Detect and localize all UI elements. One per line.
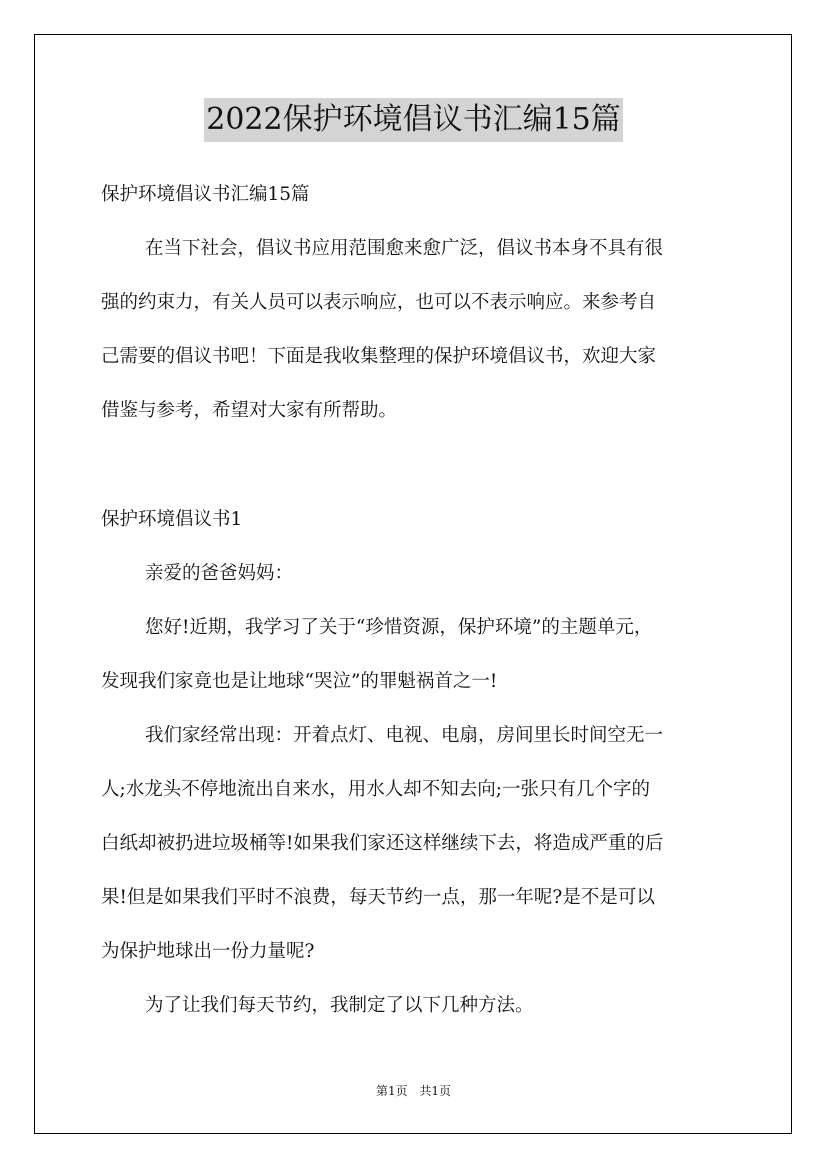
intro-line-3: 己需要的倡议书吧！下面是我收集整理的保护环境倡议书，欢迎大家 xyxy=(101,346,657,367)
intro-line-2: 强的约束力，有关人员可以表示响应，也可以不表示响应。来参考自 xyxy=(101,292,657,313)
page-total: 共1页 xyxy=(419,1084,452,1098)
paragraph1-line-1: 您好!近期，我学习了关于“珍惜资源，保护环境”的主题单元， xyxy=(145,617,653,638)
intro-line-4: 借鉴与参考，希望对大家有所帮助。 xyxy=(101,400,398,421)
document-subtitle: 保护环境倡议书汇编15篇 xyxy=(101,184,310,205)
page-footer xyxy=(0,1082,827,1099)
section-heading: 保护环境倡议书1 xyxy=(101,509,243,530)
paragraph3: 为了让我们每天节约，我制定了以下几种方法。 xyxy=(145,995,534,1016)
paragraph2-line-5: 为保护地球出一份力量呢? xyxy=(101,941,315,962)
page-number: 第1页 xyxy=(375,1084,408,1098)
paragraph1-line-2: 发现我们家竟也是让地球“哭泣”的罪魁祸首之一! xyxy=(101,671,498,692)
paragraph2-line-4: 果!但是如果我们平时不浪费，每天节约一点，那一年呢?是不是可以 xyxy=(101,887,655,908)
intro-line-1: 在当下社会，倡议书应用范围愈来愈广泛，倡议书本身不具有很 xyxy=(145,238,664,259)
paragraph2-line-2: 人;水龙头不停地流出自来水，用水人却不知去向;一张只有几个字的 xyxy=(101,779,650,800)
title-container xyxy=(0,98,827,142)
paragraph2-line-3: 白纸却被扔进垃圾桶等!如果我们家还这样继续下去，将造成严重的后 xyxy=(101,833,664,854)
paragraph2-line-1: 我们家经常出现：开着点灯、电视、电扇，房间里长时间空无一 xyxy=(145,725,664,746)
salutation: 亲爱的爸爸妈妈： xyxy=(145,563,294,584)
document-title: 2022保护环境倡议书汇编15篇 xyxy=(204,98,623,142)
